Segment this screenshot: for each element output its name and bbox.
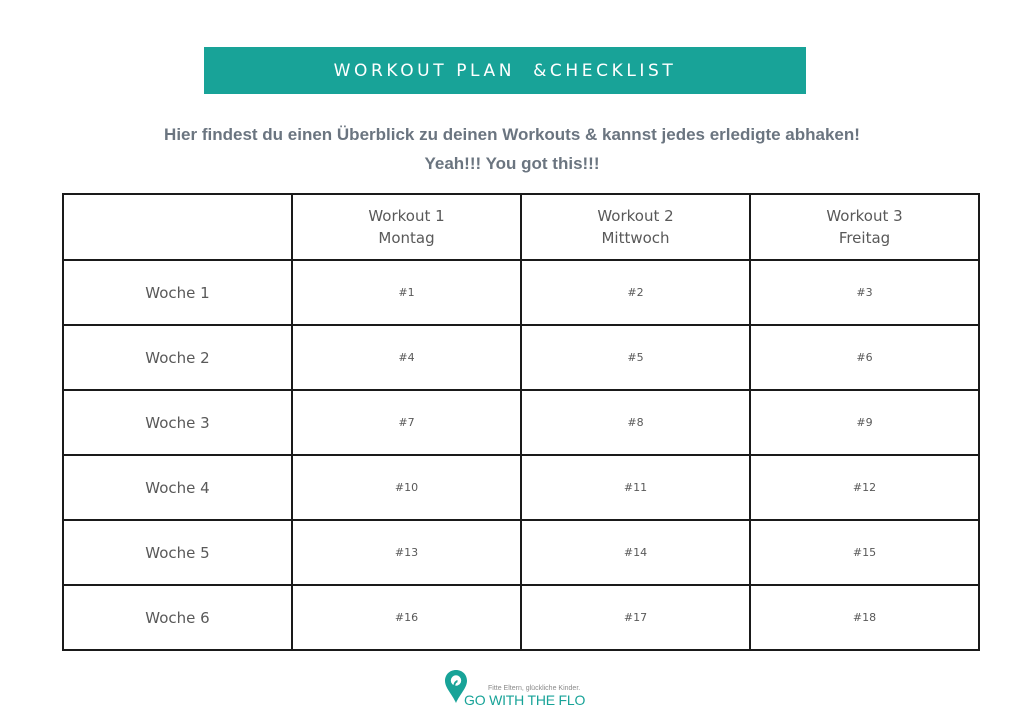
logo-tagline: Fitte Eltern, glückliche Kinder. (488, 685, 581, 692)
intro-text (0, 120, 1024, 178)
intro-line-2: Yeah!!! You got this!!! (424, 154, 600, 173)
table-row-week-4 (63, 455, 979, 520)
week-label: Woche 6 (63, 585, 292, 650)
table-row-week-6 (63, 585, 979, 650)
workout-checkbox-cell[interactable]: #6 (750, 325, 979, 390)
table-row-week-5 (63, 520, 979, 585)
week-label: Woche 3 (63, 390, 292, 455)
column-header-workout-3 (750, 194, 979, 260)
week-label: Woche 2 (63, 325, 292, 390)
workout-checkbox-cell[interactable]: #9 (750, 390, 979, 455)
workout-checkbox-cell[interactable]: #15 (750, 520, 979, 585)
workout-checkbox-cell[interactable]: #14 (521, 520, 750, 585)
week-label: Woche 1 (63, 260, 292, 325)
column-header-workout-2 (521, 194, 750, 260)
workout-checkbox-cell[interactable]: #11 (521, 455, 750, 520)
workout-table (62, 193, 980, 651)
column-header-title: Workout 3 (826, 207, 903, 225)
workout-checkbox-cell[interactable]: #18 (750, 585, 979, 650)
table-row-week-3 (63, 390, 979, 455)
page-title: WORKOUT PLAN &CHECKLIST (333, 60, 677, 81)
week-label: Woche 4 (63, 455, 292, 520)
column-header-day: Mittwoch (601, 229, 670, 247)
column-header-title: Workout 2 (597, 207, 674, 225)
workout-checkbox-cell[interactable]: #5 (521, 325, 750, 390)
workout-checkbox-cell[interactable]: #2 (521, 260, 750, 325)
column-header-day: Montag (378, 229, 435, 247)
workout-checkbox-cell[interactable]: #4 (292, 325, 521, 390)
workout-checkbox-cell[interactable]: #1 (292, 260, 521, 325)
title-banner (204, 47, 806, 94)
go-with-the-flo-logo (444, 667, 584, 711)
workout-checkbox-cell[interactable]: #13 (292, 520, 521, 585)
workout-checkbox-cell[interactable]: #17 (521, 585, 750, 650)
corner-cell (63, 194, 292, 260)
week-label: Woche 5 (63, 520, 292, 585)
intro-line-1: Hier findest du einen Überblick zu deinen Workouts & kannst jedes erledigte abhaken! (164, 125, 860, 144)
logo-brand-text: GO WITH THE FLO (464, 692, 586, 708)
workout-checkbox-cell[interactable]: #7 (292, 390, 521, 455)
workout-checkbox-cell[interactable]: #12 (750, 455, 979, 520)
workout-checkbox-cell[interactable]: #8 (521, 390, 750, 455)
table-row-week-2 (63, 325, 979, 390)
workout-checkbox-cell[interactable]: #16 (292, 585, 521, 650)
column-header-day: Freitag (838, 229, 891, 247)
workout-checkbox-cell[interactable]: #3 (750, 260, 979, 325)
column-header-workout-1 (292, 194, 521, 260)
workout-checkbox-cell[interactable]: #10 (292, 455, 521, 520)
table-row-week-1 (63, 260, 979, 325)
column-header-title: Workout 1 (368, 207, 445, 225)
table-header-row (63, 194, 979, 260)
